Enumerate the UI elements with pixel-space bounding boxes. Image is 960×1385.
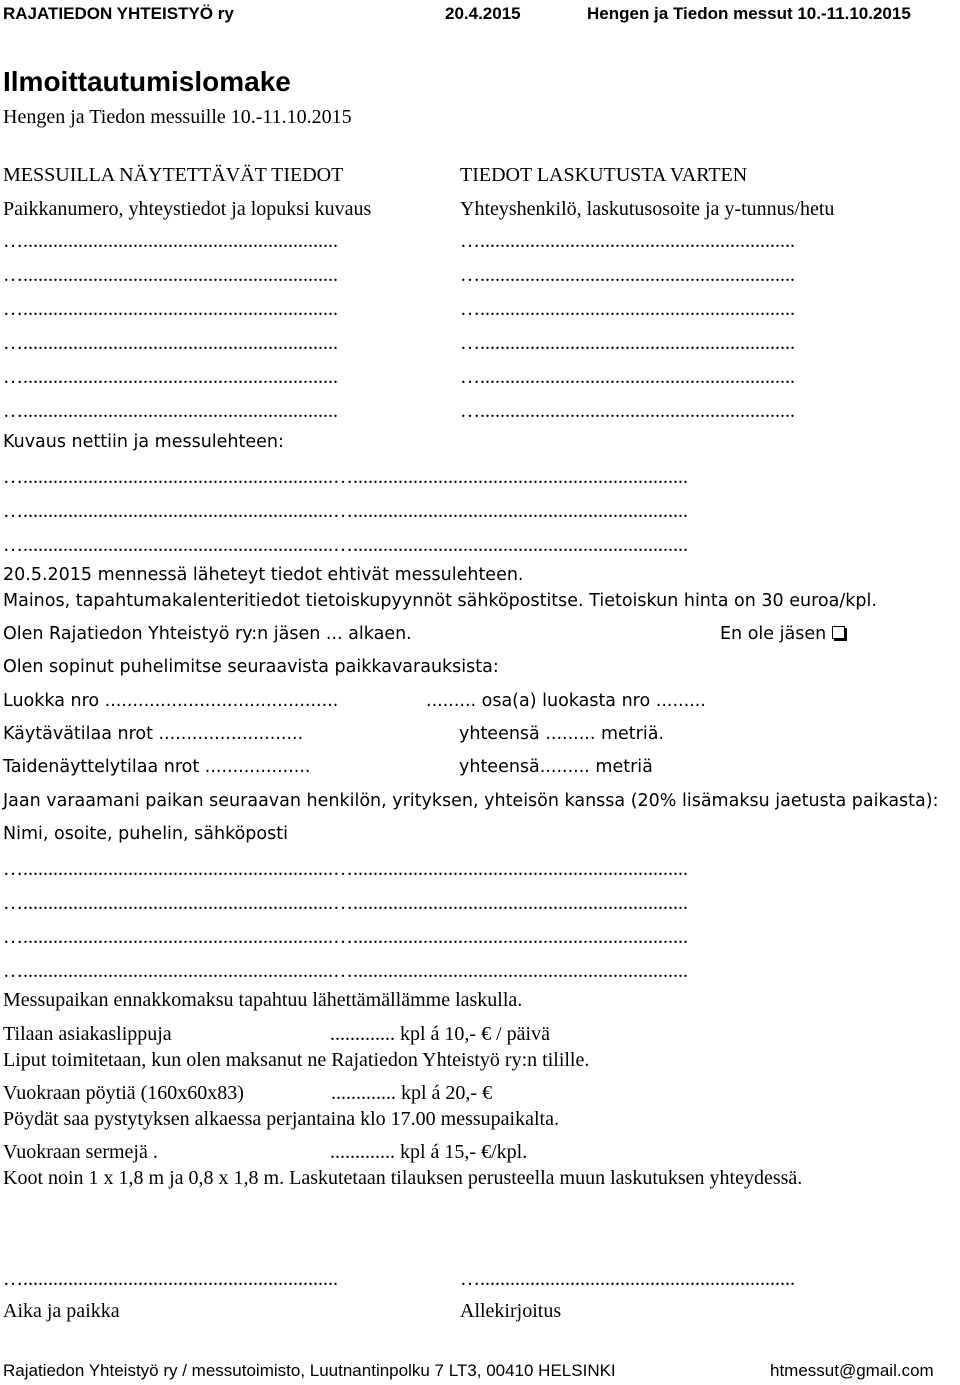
- left-entry-line[interactable]: …...............................................................: [3, 332, 338, 354]
- order-item: Vuokraan sermejä .: [3, 1141, 158, 1163]
- form-subtitle: Hengen ja Tiedon messuille 10.-11.10.2015: [3, 106, 352, 128]
- description-label: Kuvaus nettiin ja messulehteen:: [3, 432, 284, 452]
- ads-note: Mainos, tapahtumakalenteritiedot tietoiskupyynnöt sähköpostitse. Tietoiskun hinta on 30 euroa/kpl.: [3, 591, 877, 611]
- advance-payment-note: Messupaikan ennakkomaksu tapahtuu lähettämällämme laskulla.: [3, 989, 523, 1011]
- footer-email[interactable]: htmessut@gmail.com: [770, 1361, 934, 1380]
- left-entry-line[interactable]: …...............................................................: [3, 298, 338, 320]
- reservation-left[interactable]: Taidenäyttelytilaa nrot ...................: [3, 757, 311, 777]
- right-entry-line[interactable]: …...............................................................: [460, 298, 795, 320]
- left-entry-line[interactable]: …...............................................................: [3, 400, 338, 422]
- non-member-option[interactable]: [720, 624, 845, 644]
- shared-line[interactable]: …..............................................................…...................................................................: [3, 960, 688, 982]
- non-member-label: En ole jäsen: [720, 624, 827, 644]
- reservation-right[interactable]: yhteensä......... metriä: [459, 757, 653, 777]
- reservation-right[interactable]: ......... osa(a) luokasta nro .........: [426, 691, 706, 711]
- place-date-label: Aika ja paikka: [3, 1300, 120, 1322]
- signature-label: Allekirjoitus: [460, 1300, 562, 1322]
- place-date-line[interactable]: …...............................................................: [3, 1268, 338, 1290]
- right-heading: TIEDOT LASKUTUSTA VARTEN: [460, 164, 748, 186]
- reservation-left[interactable]: Luokka nro ..........................................: [3, 691, 339, 711]
- left-entry-line[interactable]: …...............................................................: [3, 366, 338, 388]
- description-line[interactable]: …..............................................................…...................................................................: [3, 466, 688, 488]
- right-entry-line[interactable]: …...............................................................: [460, 230, 795, 252]
- deadline-note: 20.5.2015 mennessä läheteyt tiedot ehtivät messulehteen.: [3, 565, 524, 585]
- signature-line[interactable]: …...............................................................: [460, 1268, 795, 1290]
- shared-line[interactable]: …..............................................................…...................................................................: [3, 926, 688, 948]
- left-entry-line[interactable]: …...............................................................: [3, 264, 338, 286]
- order-item: Vuokraan pöytiä (160x60x83): [3, 1082, 244, 1104]
- order-price[interactable]: ............. kpl á 15,- €/kpl.: [330, 1141, 528, 1163]
- order-note: Liput toimitetaan, kun olen maksanut ne Rajatiedon Yhteistyö ry:n tilille.: [3, 1049, 590, 1071]
- shared-intro: Jaan varaamani paikan seuraavan henkilön, yrityksen, yhteisön kanssa (20% lisämaksu jaetusta paikasta):: [3, 791, 939, 811]
- left-subheading: Paikkanumero, yhteystiedot ja lopuksi kuvaus: [3, 198, 372, 220]
- shared-line[interactable]: …..............................................................…...................................................................: [3, 858, 688, 880]
- order-price[interactable]: ............. kpl á 20,- €: [331, 1082, 493, 1104]
- description-line[interactable]: …..............................................................…...................................................................: [3, 500, 688, 522]
- footer-address: Rajatiedon Yhteistyö ry / messutoimisto, Luutnantinpolku 7 LT3, 00410 HELSINKI: [3, 1361, 616, 1380]
- order-note: Pöydät saa pystytyksen alkaessa perjantaina klo 17.00 messupaikalta.: [3, 1108, 559, 1130]
- header-date: 20.4.2015: [445, 4, 521, 23]
- order-note: Koot noin 1 x 1,8 m ja 0,8 x 1,8 m. Laskutetaan tilauksen perusteella muun laskutuksen yhteydessä.: [3, 1167, 803, 1189]
- checkbox-icon[interactable]: [832, 626, 845, 639]
- header-org: RAJATIEDON YHTEISTYÖ ry: [3, 4, 234, 23]
- order-item: Tilaan asiakaslippuja: [3, 1023, 172, 1045]
- reservations-intro: Olen sopinut puhelimitse seuraavista paikkavarauksista:: [3, 657, 499, 677]
- shared-line[interactable]: …..............................................................…...................................................................: [3, 892, 688, 914]
- left-heading: MESSUILLA NÄYTETTÄVÄT TIEDOT: [3, 164, 344, 186]
- right-entry-line[interactable]: …...............................................................: [460, 264, 795, 286]
- order-price[interactable]: ............. kpl á 10,- € / päivä: [330, 1023, 550, 1045]
- right-entry-line[interactable]: …...............................................................: [460, 332, 795, 354]
- member-text: Olen Rajatiedon Yhteistyö ry:n jäsen ... alkaen.: [3, 624, 412, 644]
- form-title: Ilmoittautumislomake: [3, 66, 291, 97]
- left-entry-line[interactable]: …...............................................................: [3, 230, 338, 252]
- shared-label: Nimi, osoite, puhelin, sähköposti: [3, 824, 288, 844]
- reservation-right[interactable]: yhteensä ......... metriä.: [459, 724, 664, 744]
- right-subheading: Yhteyshenkilö, laskutusosoite ja y-tunnus/hetu: [460, 198, 835, 220]
- header-event: Hengen ja Tiedon messut 10.-11.10.2015: [587, 4, 911, 23]
- right-entry-line[interactable]: …...............................................................: [460, 366, 795, 388]
- right-entry-line[interactable]: …...............................................................: [460, 400, 795, 422]
- description-line[interactable]: …..............................................................…...................................................................: [3, 534, 688, 556]
- reservation-left[interactable]: Käytävätilaa nrot ..........................: [3, 724, 304, 744]
